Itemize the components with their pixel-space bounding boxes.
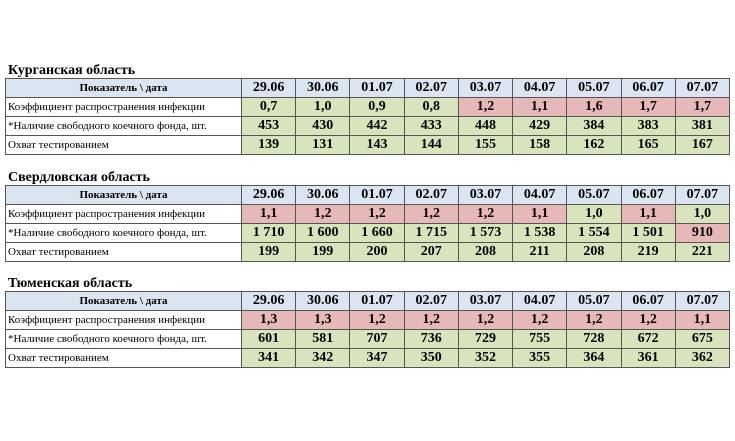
region-sverdlovsk [5, 171, 730, 262]
date-header: 29.06 [241, 186, 295, 205]
value-cell: 1 554 [567, 224, 621, 243]
value-cell: 155 [458, 136, 512, 155]
table-row [6, 136, 730, 155]
value-cell: 707 [350, 330, 404, 349]
date-header: 01.07 [350, 186, 404, 205]
value-cell: 442 [350, 117, 404, 136]
value-cell: 453 [241, 117, 295, 136]
table-row [6, 243, 730, 262]
value-cell: 341 [241, 349, 295, 368]
value-cell: 1,2 [296, 205, 350, 224]
date-header: 02.07 [404, 79, 458, 98]
date-header: 29.06 [241, 79, 295, 98]
date-header: 07.07 [675, 186, 729, 205]
value-cell: 143 [350, 136, 404, 155]
value-cell: 1,0 [567, 205, 621, 224]
value-cell: 1,2 [458, 311, 512, 330]
value-cell: 1 600 [296, 224, 350, 243]
value-cell: 1,2 [621, 311, 675, 330]
value-cell: 1,2 [404, 205, 458, 224]
value-cell: 211 [513, 243, 567, 262]
value-cell: 1,2 [350, 205, 404, 224]
table-row [6, 98, 730, 117]
value-cell: 207 [404, 243, 458, 262]
row-label: Коэффициент распространения инфекции [6, 205, 242, 224]
value-cell: 448 [458, 117, 512, 136]
value-cell: 755 [513, 330, 567, 349]
value-cell: 199 [241, 243, 295, 262]
value-cell: 1,3 [241, 311, 295, 330]
value-cell: 342 [296, 349, 350, 368]
row-label: Охват тестированием [6, 136, 242, 155]
value-cell: 352 [458, 349, 512, 368]
value-cell: 199 [296, 243, 350, 262]
value-cell: 1 538 [513, 224, 567, 243]
value-cell: 162 [567, 136, 621, 155]
value-cell: 1,1 [513, 205, 567, 224]
date-header: 04.07 [513, 79, 567, 98]
value-cell: 165 [621, 136, 675, 155]
row-label: Коэффициент распространения инфекции [6, 311, 242, 330]
region-tyumen [5, 277, 730, 368]
row-label: *Наличие свободного коечного фонда, шт. [6, 224, 242, 243]
value-cell: 362 [675, 349, 729, 368]
value-cell: 1,1 [621, 205, 675, 224]
value-cell: 384 [567, 117, 621, 136]
value-cell: 158 [513, 136, 567, 155]
value-cell: 672 [621, 330, 675, 349]
value-cell: 208 [567, 243, 621, 262]
date-header: 06.07 [621, 292, 675, 311]
header-row [6, 292, 730, 311]
value-cell: 144 [404, 136, 458, 155]
value-cell: 429 [513, 117, 567, 136]
value-cell: 1 501 [621, 224, 675, 243]
value-cell: 1 573 [458, 224, 512, 243]
value-cell: 0,9 [350, 98, 404, 117]
date-header: 04.07 [513, 186, 567, 205]
value-cell: 0,8 [404, 98, 458, 117]
table-row [6, 205, 730, 224]
value-cell: 0,7 [241, 98, 295, 117]
date-header: 03.07 [458, 186, 512, 205]
row-label: Коэффициент распространения инфекции [6, 98, 242, 117]
value-cell: 1,2 [458, 98, 512, 117]
header-label: Показатель \ дата [6, 79, 242, 98]
table-row [6, 224, 730, 243]
value-cell: 1,1 [241, 205, 295, 224]
row-label: Охват тестированием [6, 349, 242, 368]
value-cell: 221 [675, 243, 729, 262]
value-cell: 601 [241, 330, 295, 349]
date-header: 04.07 [513, 292, 567, 311]
value-cell: 1,2 [404, 311, 458, 330]
value-cell: 361 [621, 349, 675, 368]
date-header: 05.07 [567, 292, 621, 311]
date-header: 06.07 [621, 186, 675, 205]
value-cell: 1 710 [241, 224, 295, 243]
date-header: 03.07 [458, 79, 512, 98]
value-cell: 675 [675, 330, 729, 349]
region-title: Свердловская область [8, 170, 150, 185]
header-label: Показатель \ дата [6, 186, 242, 205]
table-row [6, 117, 730, 136]
date-header: 01.07 [350, 292, 404, 311]
value-cell: 208 [458, 243, 512, 262]
table-row [6, 311, 730, 330]
value-cell: 139 [241, 136, 295, 155]
value-cell: 1,6 [567, 98, 621, 117]
value-cell: 1,1 [513, 98, 567, 117]
value-cell: 736 [404, 330, 458, 349]
date-header: 03.07 [458, 292, 512, 311]
row-label: Охват тестированием [6, 243, 242, 262]
value-cell: 381 [675, 117, 729, 136]
value-cell: 430 [296, 117, 350, 136]
date-header: 02.07 [404, 186, 458, 205]
date-header: 01.07 [350, 79, 404, 98]
value-cell: 728 [567, 330, 621, 349]
value-cell: 1 715 [404, 224, 458, 243]
value-cell: 910 [675, 224, 729, 243]
value-cell: 1 660 [350, 224, 404, 243]
header-row [6, 79, 730, 98]
value-cell: 729 [458, 330, 512, 349]
date-header: 30.06 [296, 186, 350, 205]
value-cell: 350 [404, 349, 458, 368]
date-header: 02.07 [404, 292, 458, 311]
region-title: Курганская область [8, 63, 136, 78]
value-cell: 1,0 [296, 98, 350, 117]
date-header: 29.06 [241, 292, 295, 311]
region-table [5, 291, 730, 368]
value-cell: 1,2 [513, 311, 567, 330]
value-cell: 219 [621, 243, 675, 262]
region-kurgan [5, 64, 730, 155]
value-cell: 1,2 [458, 205, 512, 224]
date-header: 05.07 [567, 79, 621, 98]
date-header: 06.07 [621, 79, 675, 98]
value-cell: 1,2 [567, 311, 621, 330]
value-cell: 1,0 [675, 205, 729, 224]
date-header: 30.06 [296, 79, 350, 98]
region-table [5, 78, 730, 155]
header-label: Показатель \ дата [6, 292, 242, 311]
value-cell: 1,7 [675, 98, 729, 117]
region-table [5, 185, 730, 262]
value-cell: 167 [675, 136, 729, 155]
value-cell: 433 [404, 117, 458, 136]
value-cell: 383 [621, 117, 675, 136]
value-cell: 1,7 [621, 98, 675, 117]
date-header: 07.07 [675, 79, 729, 98]
table-row [6, 349, 730, 368]
region-title: Тюменская область [8, 276, 133, 291]
header-row [6, 186, 730, 205]
value-cell: 131 [296, 136, 350, 155]
value-cell: 200 [350, 243, 404, 262]
row-label: *Наличие свободного коечного фонда, шт. [6, 117, 242, 136]
value-cell: 1,1 [675, 311, 729, 330]
row-label: *Наличие свободного коечного фонда, шт. [6, 330, 242, 349]
value-cell: 364 [567, 349, 621, 368]
date-header: 30.06 [296, 292, 350, 311]
table-row [6, 330, 730, 349]
value-cell: 1,3 [296, 311, 350, 330]
value-cell: 355 [513, 349, 567, 368]
value-cell: 347 [350, 349, 404, 368]
date-header: 07.07 [675, 292, 729, 311]
value-cell: 1,2 [350, 311, 404, 330]
date-header: 05.07 [567, 186, 621, 205]
value-cell: 581 [296, 330, 350, 349]
